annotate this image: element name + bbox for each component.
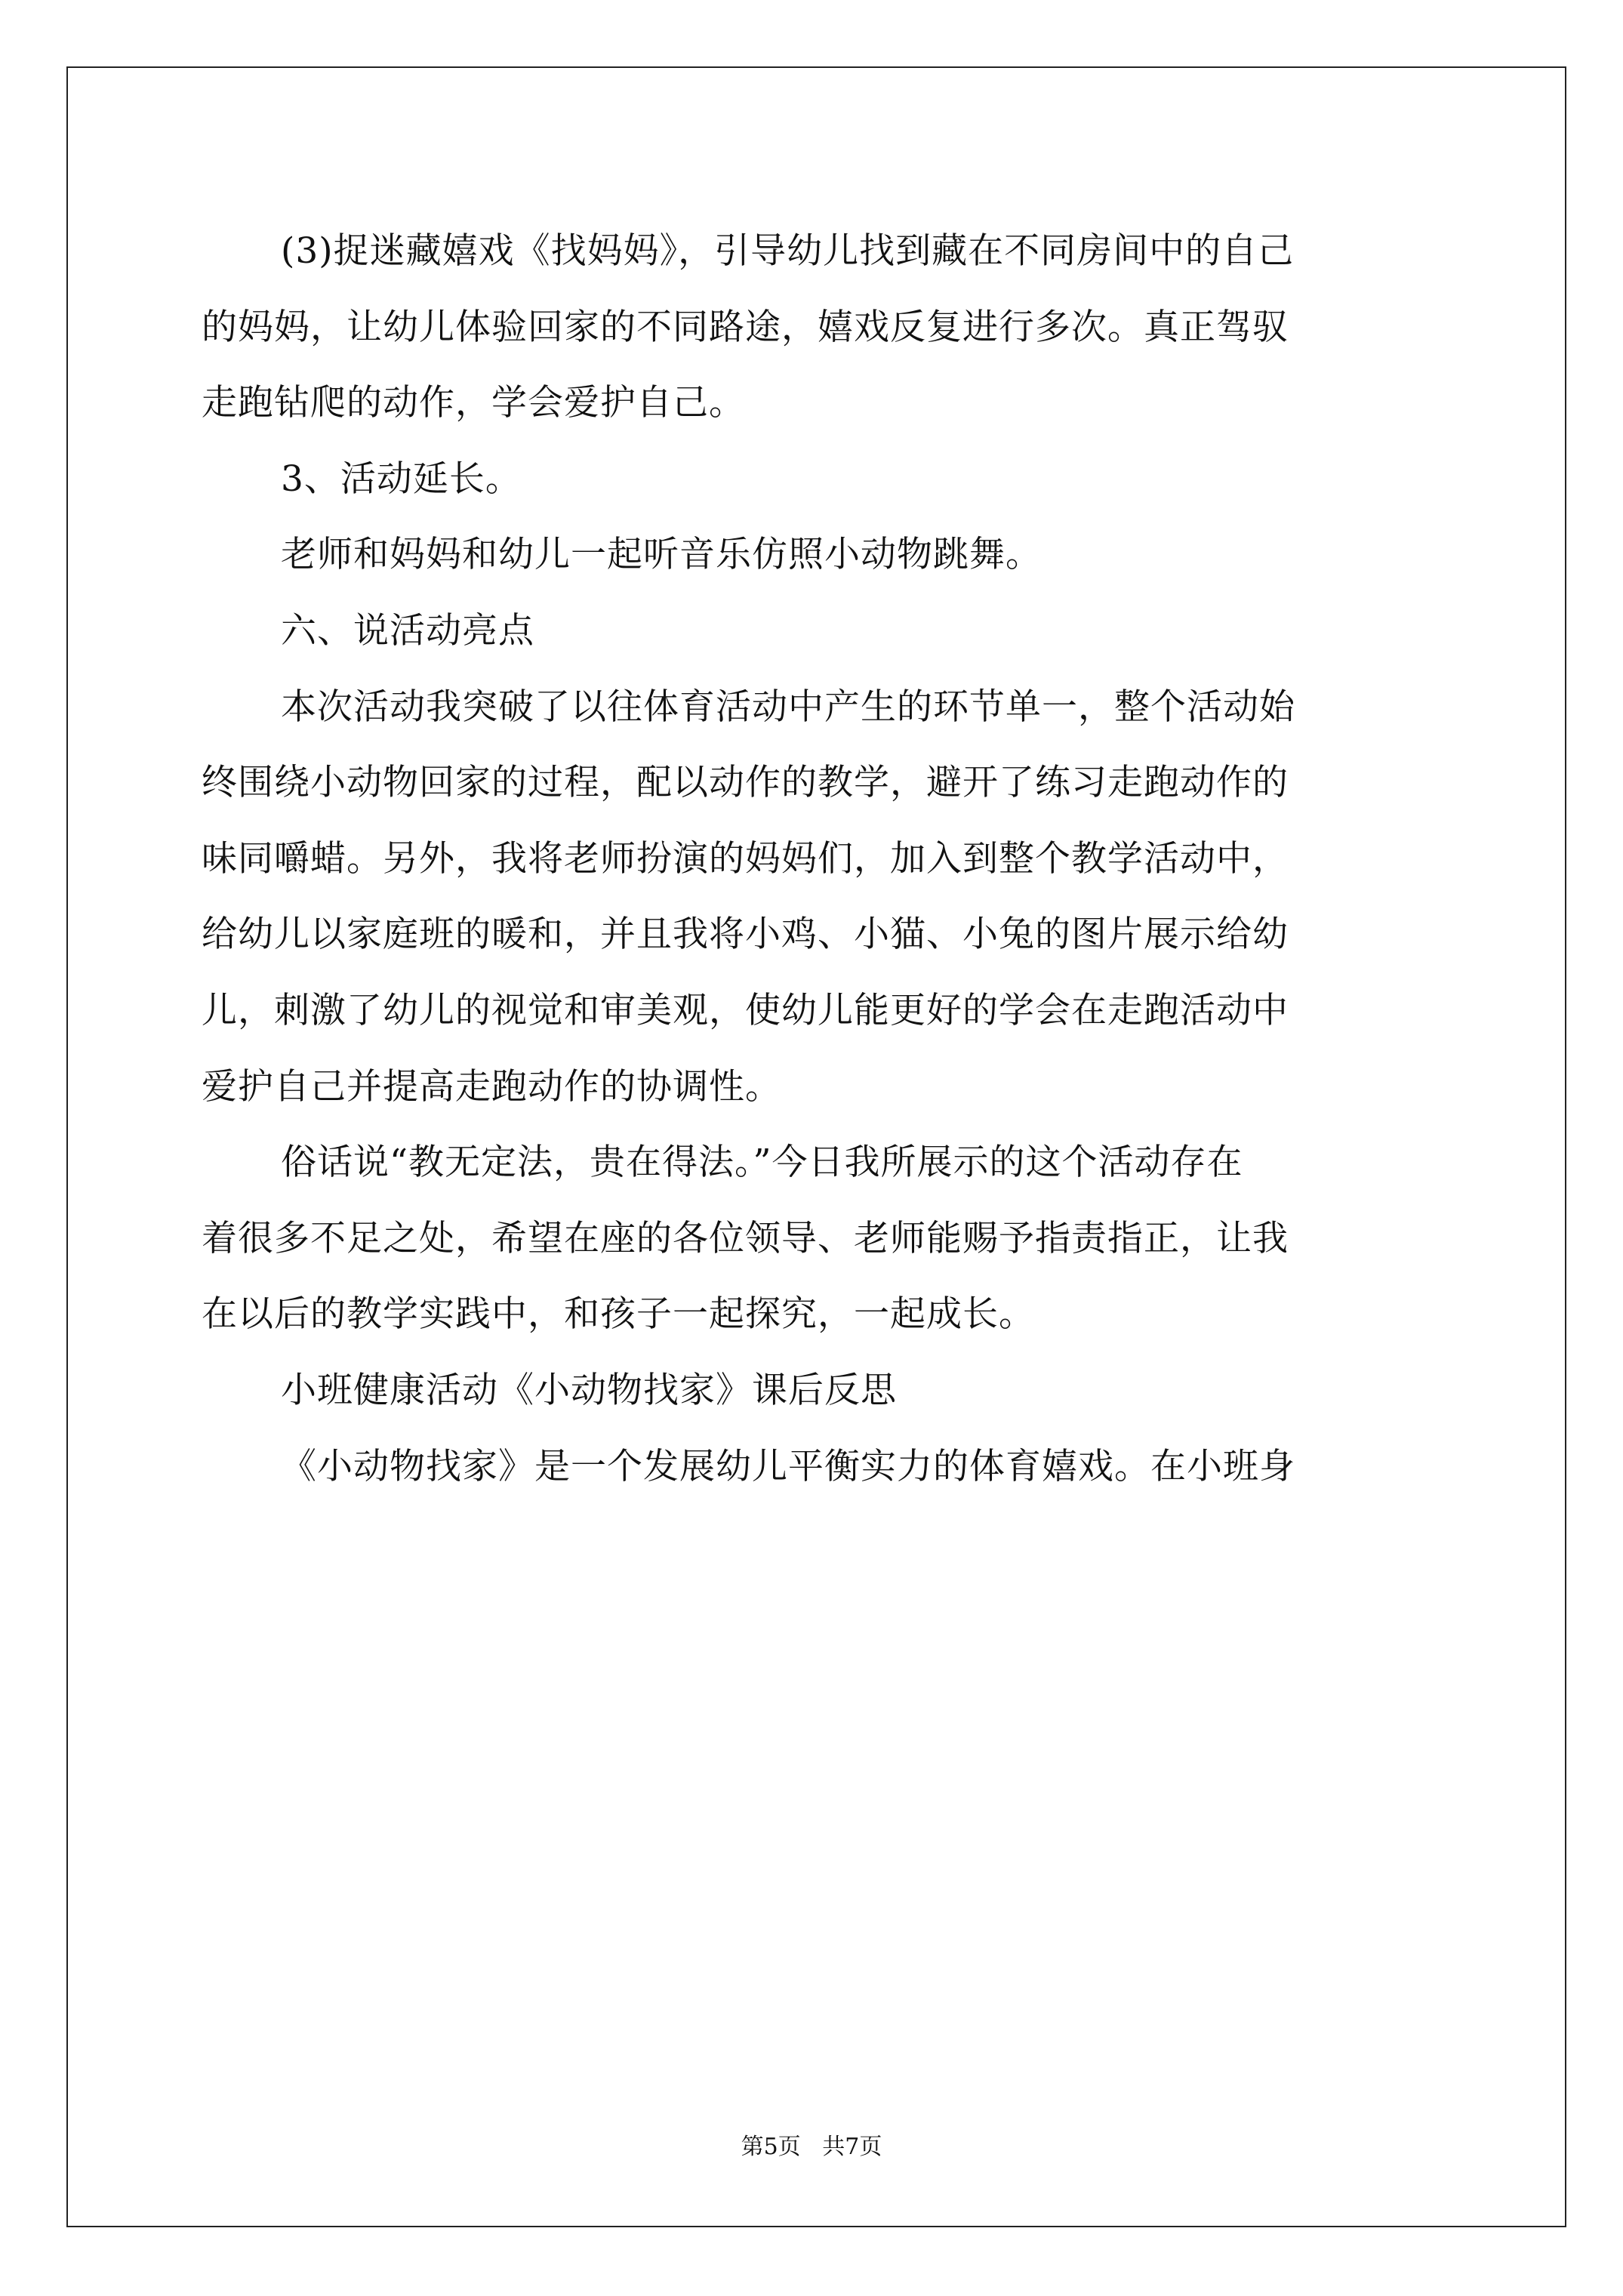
paragraph-line: 儿，刺激了幼儿的视觉和审美观，使幼儿能更好的学会在走跑活动中 — [202, 990, 1289, 1031]
paragraph-line: 在以后的教学实践中，和孩子一起探究，一起成长。 — [202, 1293, 1035, 1335]
section-heading: 六、说活动亮点 — [281, 610, 534, 652]
page-number-footer: 第5页 共7页 — [741, 2134, 882, 2160]
paragraph-line: 本次活动我突破了以往体育活动中产生的环节单一，整个活动始 — [281, 686, 1295, 728]
paragraph-line: 终围绕小动物回家的过程，配以动作的教学，避开了练习走跑动作的 — [202, 762, 1289, 803]
paragraph-line: 着很多不足之处，希望在座的各位领导、老师能赐予指责指正，让我 — [202, 1218, 1289, 1259]
paragraph-line: 的妈妈，让幼儿体验回家的不同路途，嬉戏反复进行多次。真正驾驭 — [202, 307, 1289, 348]
paragraph-line: 味同嚼蜡。另外，我将老师扮演的妈妈们，加入到整个教学活动中， — [202, 838, 1289, 880]
paragraph-line: 《小动物找家》是一个发展幼儿平衡实力的体育嬉戏。在小班身 — [281, 1446, 1295, 1487]
paragraph-line: (3)捉迷藏嬉戏《找妈妈》，引导幼儿找到藏在不同房间中的自己 — [281, 230, 1295, 272]
paragraph-line: 3、活动延长。 — [281, 458, 522, 500]
paragraph-line: 走跑钻爬的动作，学会爱护自己。 — [202, 382, 745, 424]
section-heading: 小班健康活动《小动物找家》课后反思 — [281, 1370, 897, 1411]
paragraph-line: 爱护自己并提高走跑动作的协调性。 — [202, 1066, 781, 1108]
paragraph-line: 老师和妈妈和幼儿一起听音乐仿照小动物跳舞。 — [281, 534, 1042, 575]
paragraph-line: 给幼儿以家庭班的暖和，并且我将小鸡、小猫、小兔的图片展示给幼 — [202, 914, 1289, 955]
paragraph-line: 俗话说“教无定法，贵在得法。”今日我所展示的这个活动存在 — [281, 1142, 1243, 1183]
